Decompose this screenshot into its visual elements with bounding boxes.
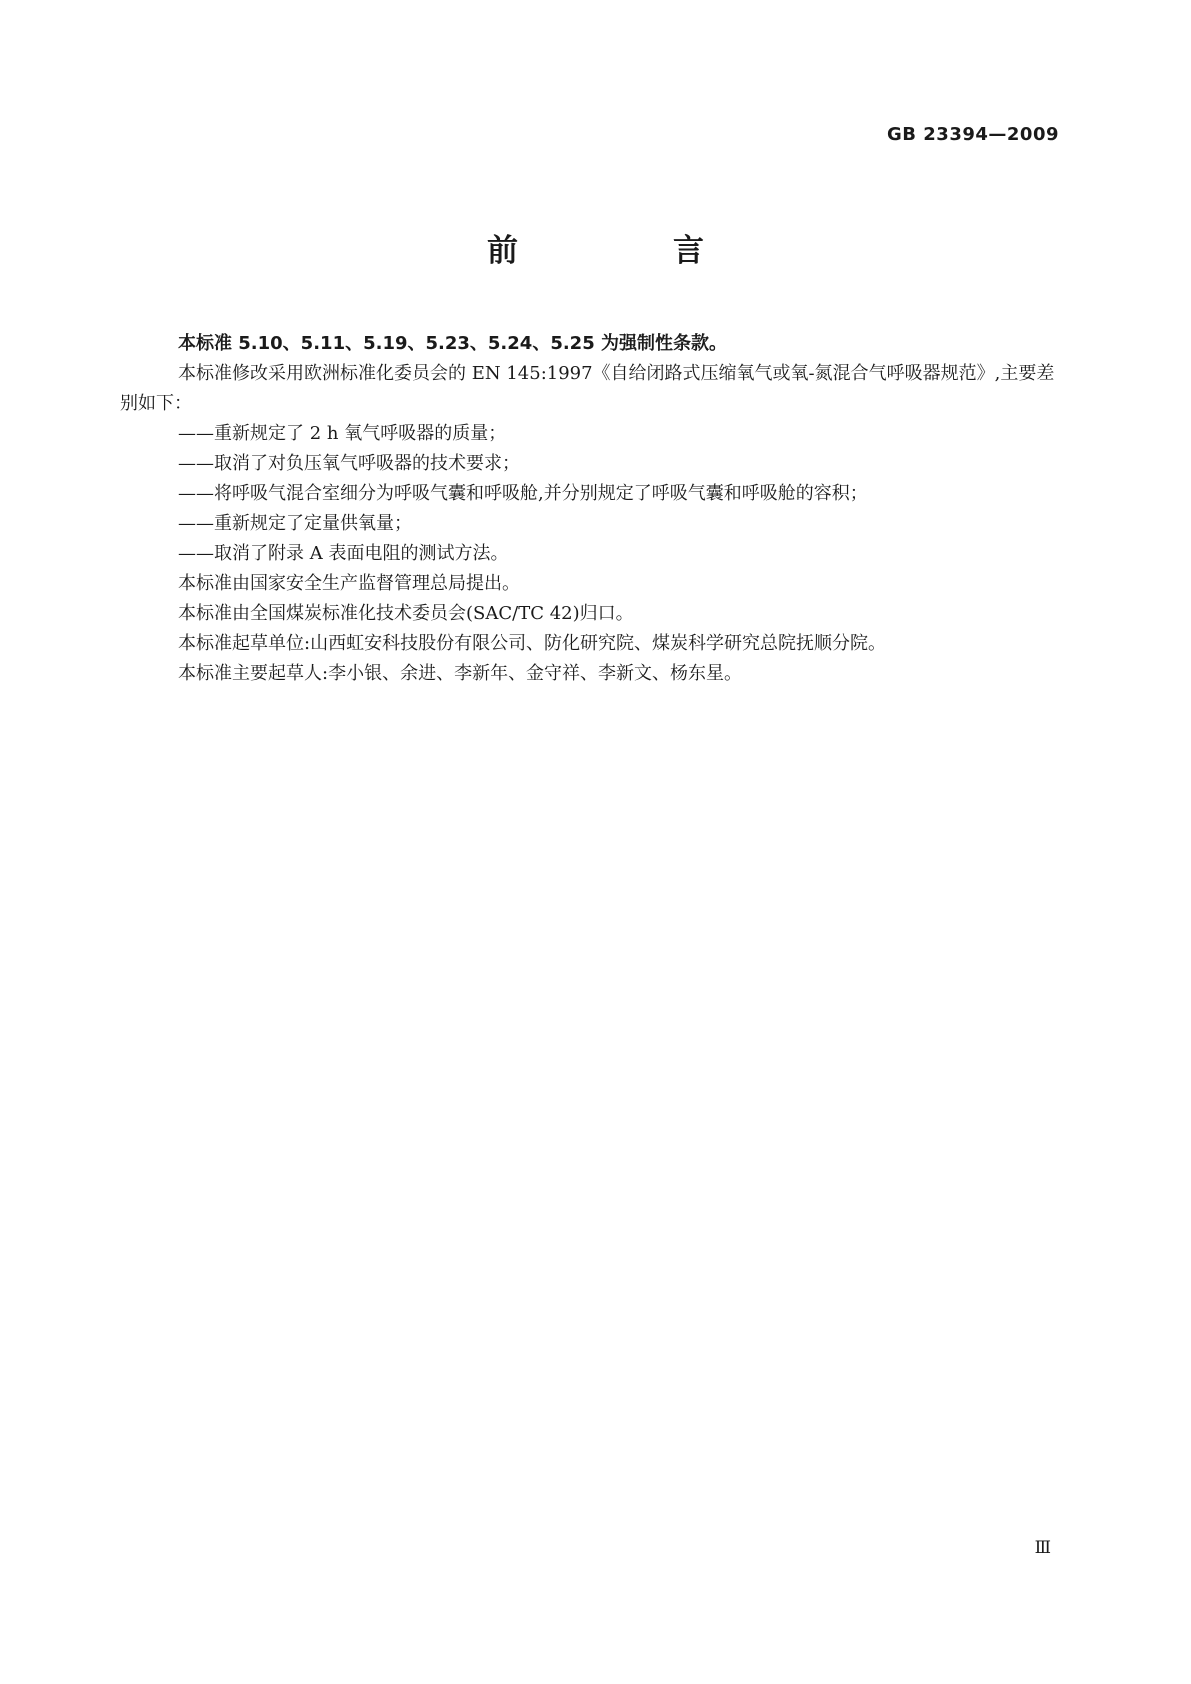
drafters-paragraph: 本标准主要起草人:李小银、余进、李新年、金守祥、李新文、杨东星。	[178, 663, 743, 684]
page-number: Ⅲ	[1034, 1538, 1051, 1558]
standard-number: GB 23394—2009	[887, 124, 1059, 145]
proposer-paragraph: 本标准由国家安全生产监督管理总局提出。	[178, 573, 520, 594]
difference-item: ——取消了附录 A 表面电阻的测试方法。	[178, 543, 509, 564]
foreword-body	[120, 329, 1060, 689]
difference-item: ——将呼吸气混合室细分为呼吸气囊和呼吸舱,并分别规定了呼吸气囊和呼吸舱的容积；	[178, 483, 868, 504]
page-title: 前 言	[487, 233, 766, 269]
centralized-paragraph: 本标准由全国煤炭标准化技术委员会(SAC/TC 42)归口。	[178, 603, 634, 624]
difference-item: ——重新规定了定量供氧量；	[178, 513, 412, 534]
difference-item: ——重新规定了 2 h 氧气呼吸器的质量；	[178, 423, 507, 444]
drafting-units-paragraph: 本标准起草单位:山西虹安科技股份有限公司、防化研究院、煤炭科学研究总院抚顺分院。	[178, 633, 887, 654]
difference-item: ——取消了对负压氧气呼吸器的技术要求；	[178, 453, 520, 474]
adoption-paragraph: 本标准修改采用欧洲标准化委员会的 EN 145:1997《自给闭路式压缩氧气或氧-氮混合气呼吸器规范》,主要差别如下：	[120, 363, 1055, 414]
mandatory-clauses-paragraph: 本标准 5.10、5.11、5.19、5.23、5.24、5.25 为强制性条款。	[178, 333, 727, 354]
